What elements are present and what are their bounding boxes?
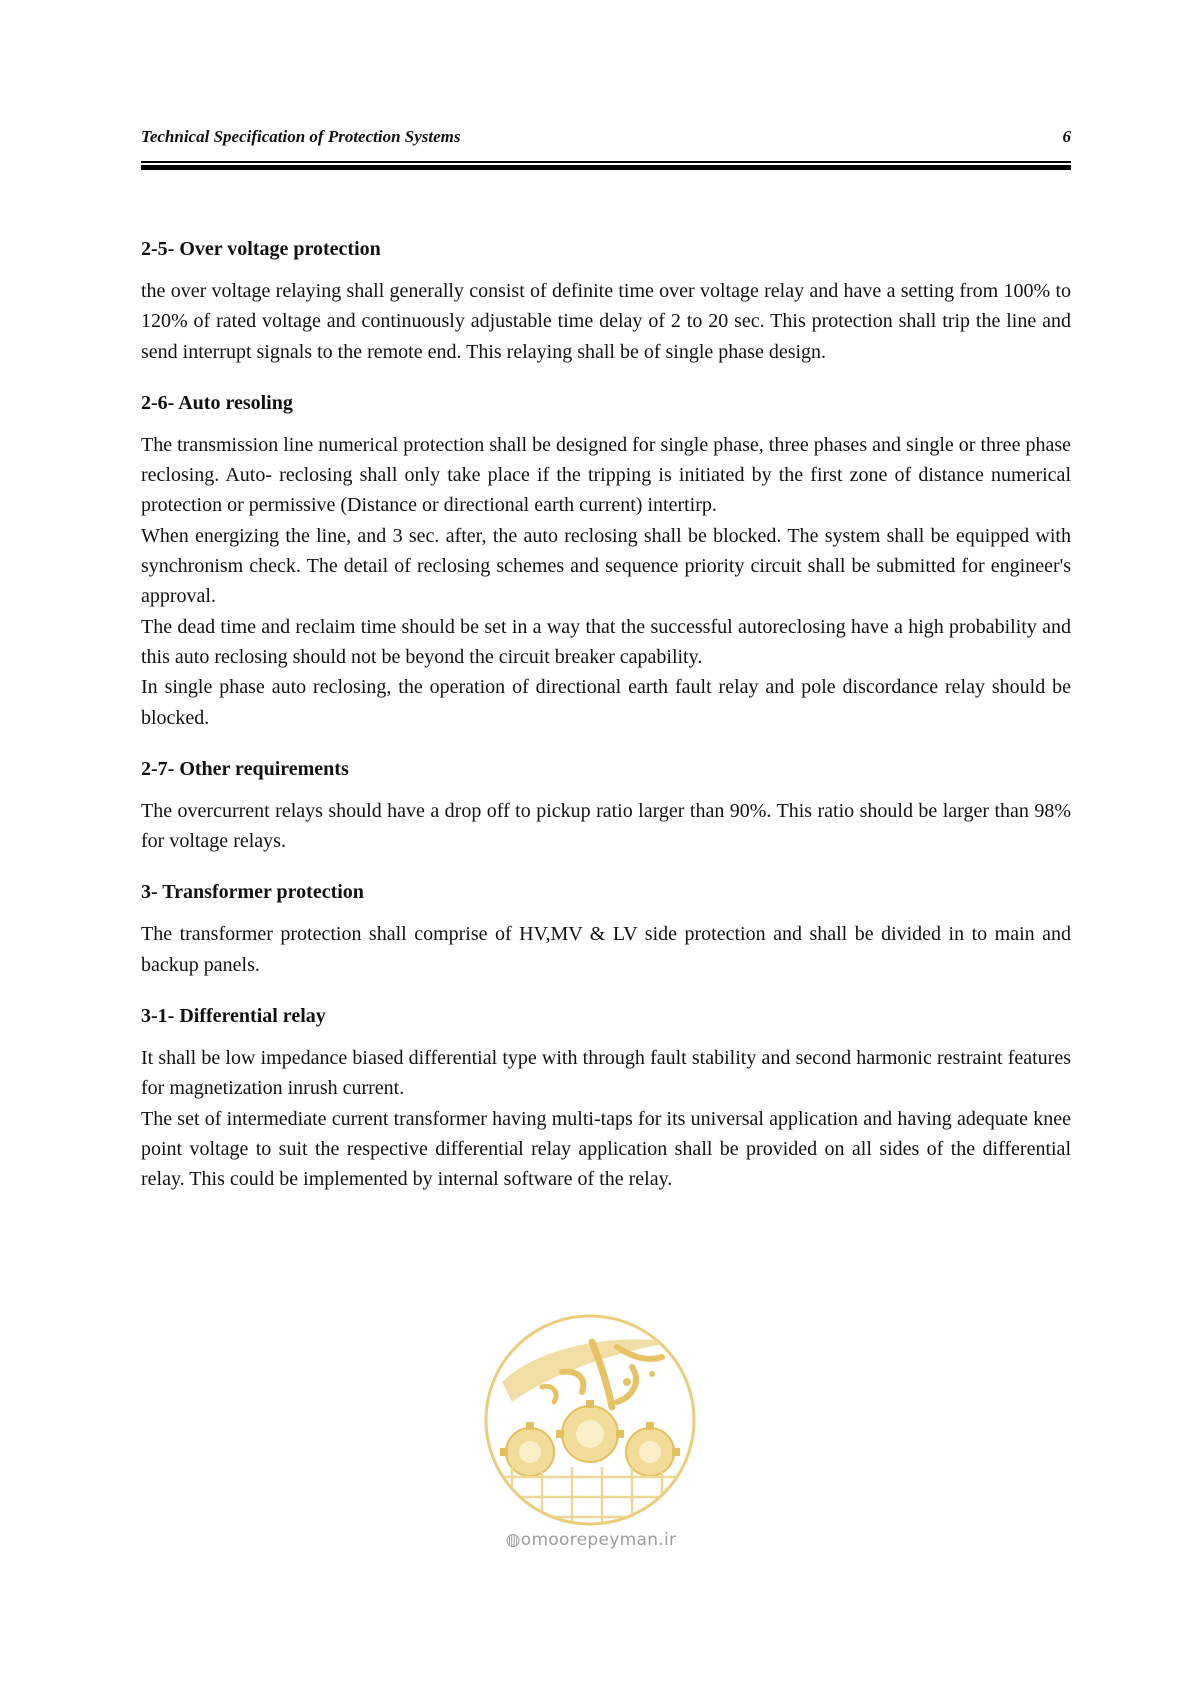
paragraph: The set of intermediate current transformer having multi-taps for its universal application and having adequate knee point voltage to suit the respective differential relay application shall be provided on all sides of the differential relay. This could be implemented by internal software of the relay. (141, 1107, 1071, 1191)
paragraph: The transformer protection shall comprise of HV,MV & LV side protection and shall be divided in to main and backup panels. (141, 923, 1071, 976)
paragraph: It shall be low impedance biased differential type with through fault stability and second harmonic restraint features for magnetization inrush current. (141, 1047, 1071, 1100)
header-rule-thin (141, 161, 1071, 163)
page-body (141, 236, 1071, 1218)
section-auto-resoling (141, 390, 1071, 733)
page-number: 6 (1062, 127, 1071, 146)
paragraph: the over voltage relaying shall generally consist of definite time over voltage relay and have a setting from 100% to 120% of rated voltage and continuously adjustable time delay of 2 to 20 sec. This protection shall trip the line and send interrupt signals to the remote end. This relaying shall be of single phase design. (141, 280, 1071, 363)
paragraph: In single phase auto reclosing, the operation of directional earth fault relay and pole discordance relay should be blocked. (141, 676, 1071, 729)
paragraph: The overcurrent relays should have a drop off to pickup ratio larger than 90%. This ratio should be larger than 98% for voltage relays. (141, 799, 1071, 853)
section-heading: 3-1- Differential relay (141, 1005, 326, 1028)
section-differential-relay (141, 1003, 1071, 1194)
section-other-requirements (141, 756, 1071, 857)
section-transformer-protection (141, 879, 1071, 980)
watermark-url: ◍omoorepeyman.ir (505, 1530, 677, 1550)
header-rule-thick (141, 165, 1071, 170)
paragraph: The transmission line numerical protection shall be designed for single phase, three phases and single or three phase reclosing. Auto- reclosing shall only take place if the tripping is initiated by the first zone of distance numerical protection or permissive (Distance or directional earth current) intertirp. (141, 433, 1071, 517)
paragraph: When energizing the line, and 3 sec. after, the auto reclosing shall be blocked. The system shall be equipped with synchronism check. The detail of reclosing schemes and sequence priority circuit shall be submitted for engineer's approval. (141, 524, 1071, 608)
section-heading: 3- Transformer protection (141, 881, 364, 904)
document-title: Technical Specification of Protection Systems (141, 127, 461, 146)
section-heading: 2-5- Over voltage protection (141, 238, 381, 260)
paragraph: The dead time and reclaim time should be set in a way that the successful autoreclosing have a high probability and this auto reclosing should not be beyond the circuit breaker capability. (141, 615, 1071, 668)
section-heading: 2-6- Auto resoling (141, 391, 293, 414)
page-header (141, 127, 1071, 149)
section-heading: 2-7- Other requirements (141, 757, 349, 780)
watermark-logo-icon (482, 1312, 698, 1528)
globe-icon: ◍ (505, 1530, 521, 1550)
section-over-voltage-protection (141, 236, 1071, 367)
